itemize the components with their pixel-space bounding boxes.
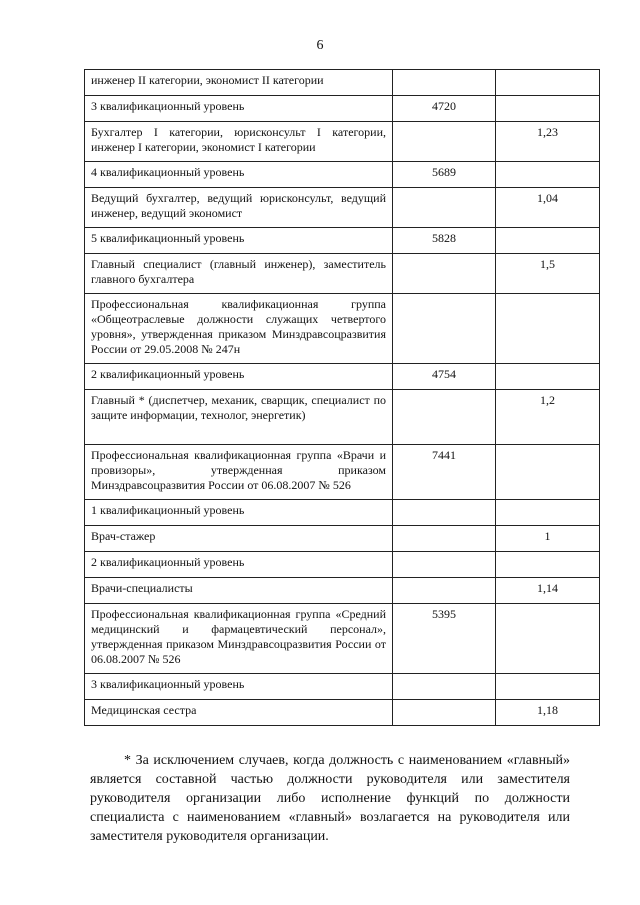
position-cell: 2 квалификационный уровень <box>85 364 393 390</box>
table-row <box>85 364 600 390</box>
position-cell: Главный * (диспетчер, механик, сварщик, специалист по защите информации, технолог, энергетик) <box>85 390 393 445</box>
salary-cell <box>393 552 496 578</box>
table-row <box>85 526 600 552</box>
coefficient-cell <box>496 552 600 578</box>
table-row <box>85 294 600 364</box>
coefficient-cell <box>496 96 600 122</box>
salary-cell <box>393 70 496 96</box>
table-row <box>85 254 600 294</box>
salary-cell: 7441 <box>393 445 496 500</box>
salary-cell <box>393 390 496 445</box>
position-cell: 3 квалификационный уровень <box>85 96 393 122</box>
coefficient-cell <box>496 294 600 364</box>
salary-cell <box>393 578 496 604</box>
salary-cell <box>393 500 496 526</box>
salary-cell <box>393 122 496 162</box>
position-cell: Медицинская сестра <box>85 700 393 726</box>
table-row <box>85 188 600 228</box>
coefficient-cell: 1,2 <box>496 390 600 445</box>
coefficient-cell <box>496 228 600 254</box>
coefficient-cell <box>496 445 600 500</box>
position-cell: 4 квалификационный уровень <box>85 162 393 188</box>
position-cell: Врачи-специалисты <box>85 578 393 604</box>
table-row <box>85 700 600 726</box>
coefficient-cell <box>496 500 600 526</box>
salary-table <box>84 69 600 726</box>
table-row <box>85 674 600 700</box>
page-number: 6 <box>316 38 324 53</box>
table-row <box>85 604 600 674</box>
salary-cell <box>393 674 496 700</box>
table-row <box>85 552 600 578</box>
table-row <box>85 228 600 254</box>
table-row <box>85 70 600 96</box>
position-cell: 3 квалификационный уровень <box>85 674 393 700</box>
salary-cell: 5395 <box>393 604 496 674</box>
salary-cell <box>393 188 496 228</box>
coefficient-cell: 1 <box>496 526 600 552</box>
position-cell: 5 квалификационный уровень <box>85 228 393 254</box>
position-cell: Врач-стажер <box>85 526 393 552</box>
position-cell: инженер II категории, экономист II категории <box>85 70 393 96</box>
footnote: * За исключением случаев, когда должность с наименованием «главный» является составной частью должности руководителя или заместителя руководителя организации либо исполнение функций по должности специалиста с наименованием «главный» возлагается на руководителя или заместителя руководителя организации. <box>90 753 570 844</box>
position-cell: Профессиональная квалификационная группа «Общеотраслевые должности служащих четвертого уровня», утвержденная приказом Минздравсоцразвития России от 29.05.2008 № 247н <box>85 294 393 364</box>
coefficient-cell: 1,18 <box>496 700 600 726</box>
table-row <box>85 390 600 445</box>
coefficient-cell <box>496 674 600 700</box>
salary-cell: 5828 <box>393 228 496 254</box>
salary-cell: 5689 <box>393 162 496 188</box>
coefficient-cell <box>496 70 600 96</box>
position-cell: 2 квалификационный уровень <box>85 552 393 578</box>
salary-cell: 4720 <box>393 96 496 122</box>
coefficient-cell: 1,23 <box>496 122 600 162</box>
position-cell: Профессиональная квалификационная группа «Средний медицинский и фармацевтический персонал», утвержденная приказом Минздравсоцразвития России от 06.08.2007 № 526 <box>85 604 393 674</box>
salary-cell: 4754 <box>393 364 496 390</box>
salary-cell <box>393 254 496 294</box>
salary-cell <box>393 294 496 364</box>
position-cell: Ведущий бухгалтер, ведущий юрисконсульт, ведущий инженер, ведущий экономист <box>85 188 393 228</box>
position-cell: 1 квалификационный уровень <box>85 500 393 526</box>
coefficient-cell: 1,14 <box>496 578 600 604</box>
coefficient-cell <box>496 604 600 674</box>
table-row <box>85 445 600 500</box>
table-row <box>85 162 600 188</box>
salary-cell <box>393 526 496 552</box>
table-row <box>85 122 600 162</box>
position-cell: Бухгалтер I категории, юрисконсульт I категории, инженер I категории, экономист I категории <box>85 122 393 162</box>
table-row <box>85 96 600 122</box>
coefficient-cell: 1,5 <box>496 254 600 294</box>
table-row <box>85 500 600 526</box>
salary-cell <box>393 700 496 726</box>
coefficient-cell: 1,04 <box>496 188 600 228</box>
coefficient-cell <box>496 162 600 188</box>
position-cell: Главный специалист (главный инженер), заместитель главного бухгалтера <box>85 254 393 294</box>
table-row <box>85 578 600 604</box>
position-cell: Профессиональная квалификационная группа «Врачи и провизоры», утвержденная приказом Минздравсоцразвития России от 06.08.2007 № 526 <box>85 445 393 500</box>
coefficient-cell <box>496 364 600 390</box>
